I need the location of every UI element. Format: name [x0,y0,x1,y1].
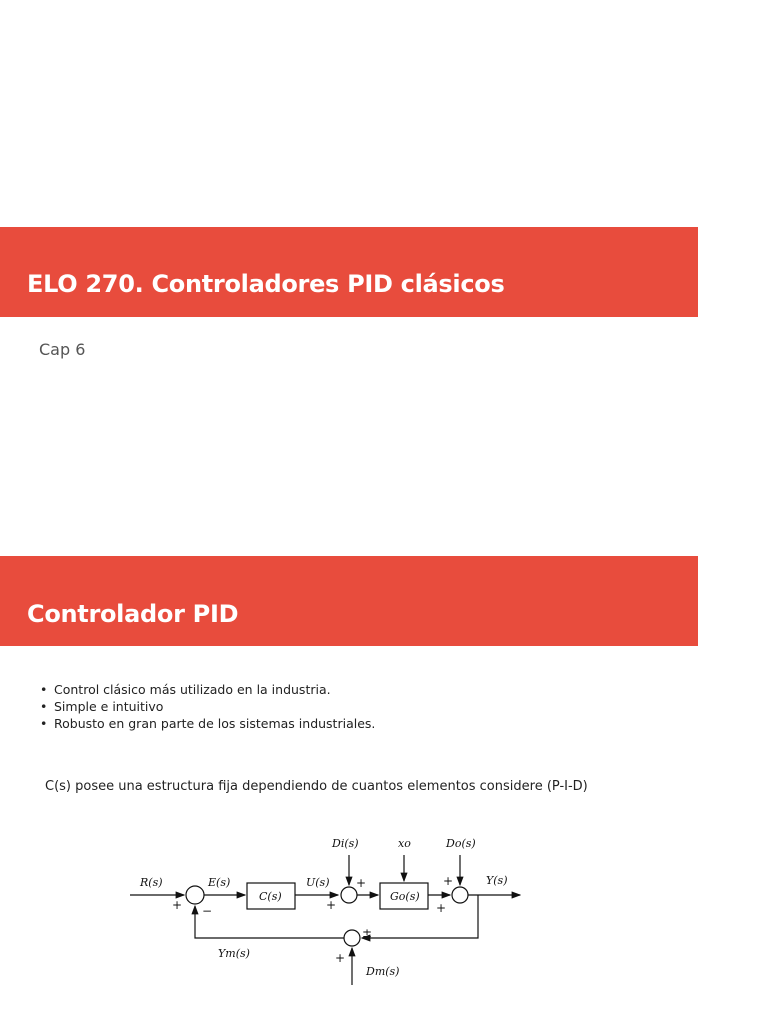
label-Dm: Dm(s) [366,965,400,978]
label-U: U(s) [306,876,330,889]
bullet-item: • Robusto en gran parte de los sistemas industriales. [38,715,375,732]
sign-plus: + [443,874,454,888]
label-Do: Do(s) [446,837,476,850]
summing-junction-measurement-noise [344,930,360,946]
section-title: Controlador PID [27,600,239,628]
bullet-item: • Simple e intuitivo [38,698,375,715]
label-Di: Di(s) [332,837,359,850]
label-xo: xo [398,837,411,850]
sign-plus: + [335,951,346,965]
label-C: C(s) [259,890,282,903]
sign-plus: + [436,901,447,915]
label-Ym: Ym(s) [218,947,250,960]
label-R: R(s) [140,876,163,889]
sign-plus: + [356,876,367,890]
bullet-item: • Control clásico más utilizado en la industria. [38,681,375,698]
label-Y: Y(s) [486,874,508,887]
slide-subtitle: Cap 6 [39,340,86,359]
slide-title: ELO 270. Controladores PID clásicos [27,270,505,298]
summing-junction-error [186,886,204,904]
label-Go: Go(s) [390,890,420,903]
sign-plus: + [172,898,183,912]
structure-note: C(s) posee una estructura fija dependiendo de cuantos elementos considere (P-I-D) [45,779,588,794]
section-title-bar [0,556,698,646]
bullet-list [38,681,375,732]
control-block-diagram [120,825,540,995]
sign-minus: − [202,904,213,918]
sign-plus: + [326,898,337,912]
sign-plus-minus: ± [362,926,373,940]
summing-junction-output-disturbance [452,887,468,903]
summing-junction-input-disturbance [341,887,357,903]
slide-title-bar [0,227,698,317]
label-E: E(s) [208,876,231,889]
